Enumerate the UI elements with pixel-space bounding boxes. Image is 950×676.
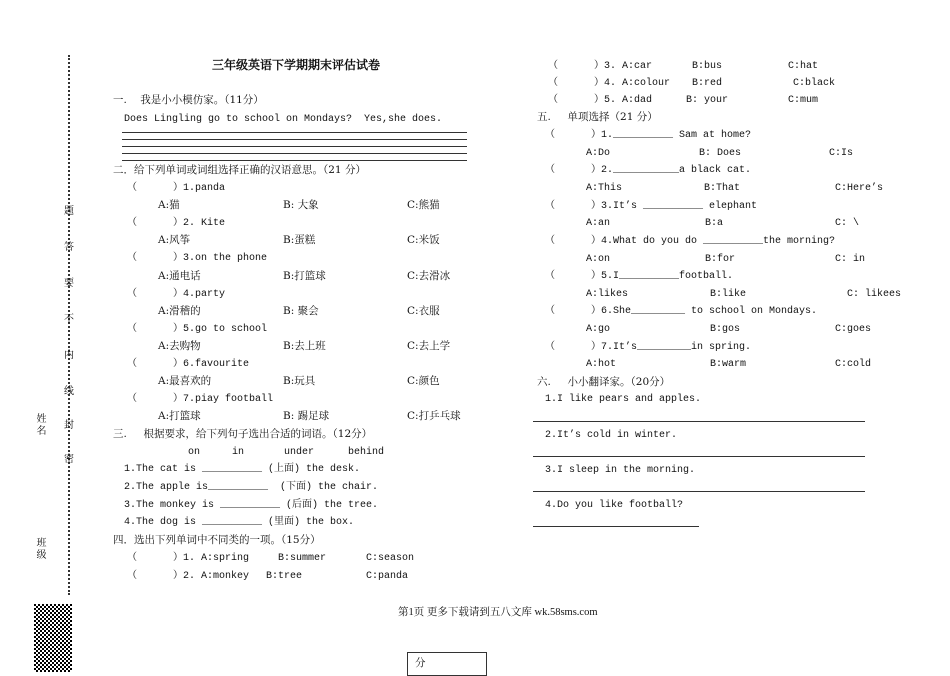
section-1-heading: 一. 我是小小模仿家。（11分） [113, 94, 264, 106]
checker-pattern [34, 604, 72, 672]
seal-char: 题 [64, 206, 74, 217]
s6-item: 1.I like pears and apples. [545, 394, 702, 405]
s2-option-a: A:猫 [158, 199, 180, 211]
s4-question: （ ）4. A:colour [548, 78, 671, 89]
s4-option-b: B:summer [278, 553, 327, 564]
s2-option-c: C:颜色 [407, 375, 440, 387]
s4-question: （ ）5. A:dad [548, 95, 653, 106]
section-1-sentence: Does Lingling go to school on Mondays? Yes,she does. [124, 114, 443, 125]
s2-option-c: C:打乒乓球 [407, 410, 461, 422]
class-label: 班级 [36, 538, 47, 561]
s5-option-b: B:gos [710, 324, 741, 335]
s2-question: （ ）6.favourite [127, 359, 250, 370]
s2-option-a: A:打篮球 [158, 410, 201, 422]
writing-line [122, 132, 467, 133]
s6-item: 3.I sleep in the morning. [545, 465, 696, 476]
s2-option-b: B: 聚会 [283, 305, 319, 317]
s5-option-b: B: Does [699, 148, 742, 159]
seal-char: 封 [64, 420, 74, 431]
s5-question: （ ）6.She_________ to school on Mondays. [545, 306, 818, 317]
s2-option-c: C:米饭 [407, 234, 440, 246]
answer-line [533, 491, 865, 492]
section-4-heading: 四．选出下列单词中不同类的一项。（15分） [113, 534, 321, 546]
s2-option-a: A:最喜欢的 [158, 375, 212, 387]
s5-option-c: C:Here’s [835, 183, 884, 194]
s5-question: （ ）1.__________ Sam at home? [545, 130, 752, 141]
score-box [407, 652, 487, 676]
s5-option-a: A:Do [586, 148, 611, 159]
name-label: 姓名 [36, 414, 47, 437]
s2-question: （ ）7.piay football [127, 394, 274, 405]
answer-line [533, 421, 865, 422]
s5-option-c: C:goes [835, 324, 872, 335]
s2-option-b: B:打篮球 [283, 270, 326, 282]
s2-option-a: A:通电话 [158, 270, 201, 282]
s2-option-a: A:风筝 [158, 234, 191, 246]
word-bank-item: under [284, 447, 315, 458]
page-title: 三年级英语下学期期末评估试卷 [212, 58, 381, 72]
seal-char: 内 [64, 350, 74, 361]
word-bank-item: in [232, 447, 245, 458]
s5-question: （ ）2.___________a black cat. [545, 165, 752, 176]
s5-option-b: B:a [705, 218, 724, 229]
s4-question: （ ）1. A:spring [127, 553, 250, 564]
s2-question: （ ）5.go to school [127, 324, 268, 335]
s6-item: 2.It’s cold in winter. [545, 430, 678, 441]
s2-option-a: A:滑稽的 [158, 305, 201, 317]
s5-option-c: C:cold [835, 359, 872, 370]
s5-option-c: C: likees [847, 289, 902, 300]
s4-question: （ ）2. A:monkey [127, 571, 250, 582]
s2-option-b: B:蛋糕 [283, 234, 316, 246]
s2-option-c: C:去滑冰 [407, 270, 451, 282]
s4-option-b: B:red [692, 78, 723, 89]
page-footer: 第1页 更多下载请到五八文库 wk.58sms.com [398, 607, 598, 618]
s5-option-b: B:That [704, 183, 741, 194]
s2-option-c: C:衣服 [407, 305, 440, 317]
s2-question: （ ）2. Kite [127, 218, 226, 229]
s4-option-b: B:tree [266, 571, 303, 582]
s2-option-c: C:去上学 [407, 340, 451, 352]
s4-option-c: C:panda [366, 571, 409, 582]
s2-question: （ ）3.on the phone [127, 253, 268, 264]
s5-question: （ ）5.I__________football. [545, 271, 734, 282]
s2-option-b: B:去上班 [283, 340, 326, 352]
s5-option-c: C: in [835, 254, 866, 265]
s5-option-b: B:like [710, 289, 747, 300]
s2-option-b: B:玩具 [283, 375, 316, 387]
s4-option-c: C:mum [788, 95, 819, 106]
s5-option-c: C: \ [835, 218, 860, 229]
s3-sentence: 1.The cat is __________ (上面) the desk. [124, 464, 361, 475]
s4-option-c: C:hat [788, 61, 819, 72]
writing-line [122, 146, 467, 147]
s5-option-a: A:an [586, 218, 611, 229]
section-2-heading: 二．给下列单词或词组选择正确的汉语意思。（21 分） [113, 164, 366, 176]
s5-question: （ ）3.It’s __________ elephant [545, 201, 758, 212]
s4-question: （ ）3. A:car [548, 61, 653, 72]
s5-question: （ ）7.It’s_________in spring. [545, 342, 752, 353]
s5-option-b: B:for [705, 254, 736, 265]
s2-option-c: C:熊猫 [407, 199, 440, 211]
s5-question: （ ）4.What do you do __________the morning? [545, 236, 836, 247]
seal-char: 不 [64, 314, 74, 325]
writing-line [122, 139, 467, 140]
s4-option-c: C:season [366, 553, 415, 564]
s4-option-b: B: your [686, 95, 729, 106]
s2-option-a: A:去购物 [158, 340, 201, 352]
seal-char: 密 [64, 454, 74, 465]
s2-question: （ ）4.party [127, 289, 226, 300]
score-label: 分 [415, 657, 426, 669]
s5-option-a: A:likes [586, 289, 629, 300]
s5-option-c: C:Is [829, 148, 854, 159]
s3-sentence: 3.The monkey is __________ (后面) the tree. [124, 500, 379, 511]
s5-option-a: A:hot [586, 359, 617, 370]
seal-char: 答 [64, 242, 74, 253]
s3-sentence: 4.The dog is __________ (里面) the box. [124, 517, 355, 528]
writing-line [122, 160, 467, 161]
answer-line [533, 456, 865, 457]
s2-option-b: B: 踢足球 [283, 410, 330, 422]
s5-option-a: A:This [586, 183, 623, 194]
word-bank-item: behind [348, 447, 385, 458]
s5-option-a: A:on [586, 254, 611, 265]
s5-option-b: B:warm [710, 359, 747, 370]
answer-line [533, 526, 699, 527]
section-6-heading: 六. 小小翻译家。（20分） [537, 376, 671, 388]
section-5-heading: 五. 单项选择（21 分） [537, 111, 658, 123]
s3-sentence: 2.The apple is__________ (下面) the chair. [124, 482, 379, 493]
seal-char: 线 [64, 386, 74, 397]
section-3-heading: 三. 根据要求，给下列句子选出合适的词语。（12分） [113, 428, 373, 440]
s2-question: （ ）1.panda [127, 183, 226, 194]
s2-option-b: B: 大象 [283, 199, 319, 211]
s4-option-b: B:bus [692, 61, 723, 72]
s5-option-a: A:go [586, 324, 611, 335]
writing-line [122, 153, 467, 154]
s6-item: 4.Do you like football? [545, 500, 684, 511]
s4-option-c: C:black [793, 78, 836, 89]
seal-char: 要 [64, 278, 74, 289]
word-bank-item: on [188, 447, 201, 458]
